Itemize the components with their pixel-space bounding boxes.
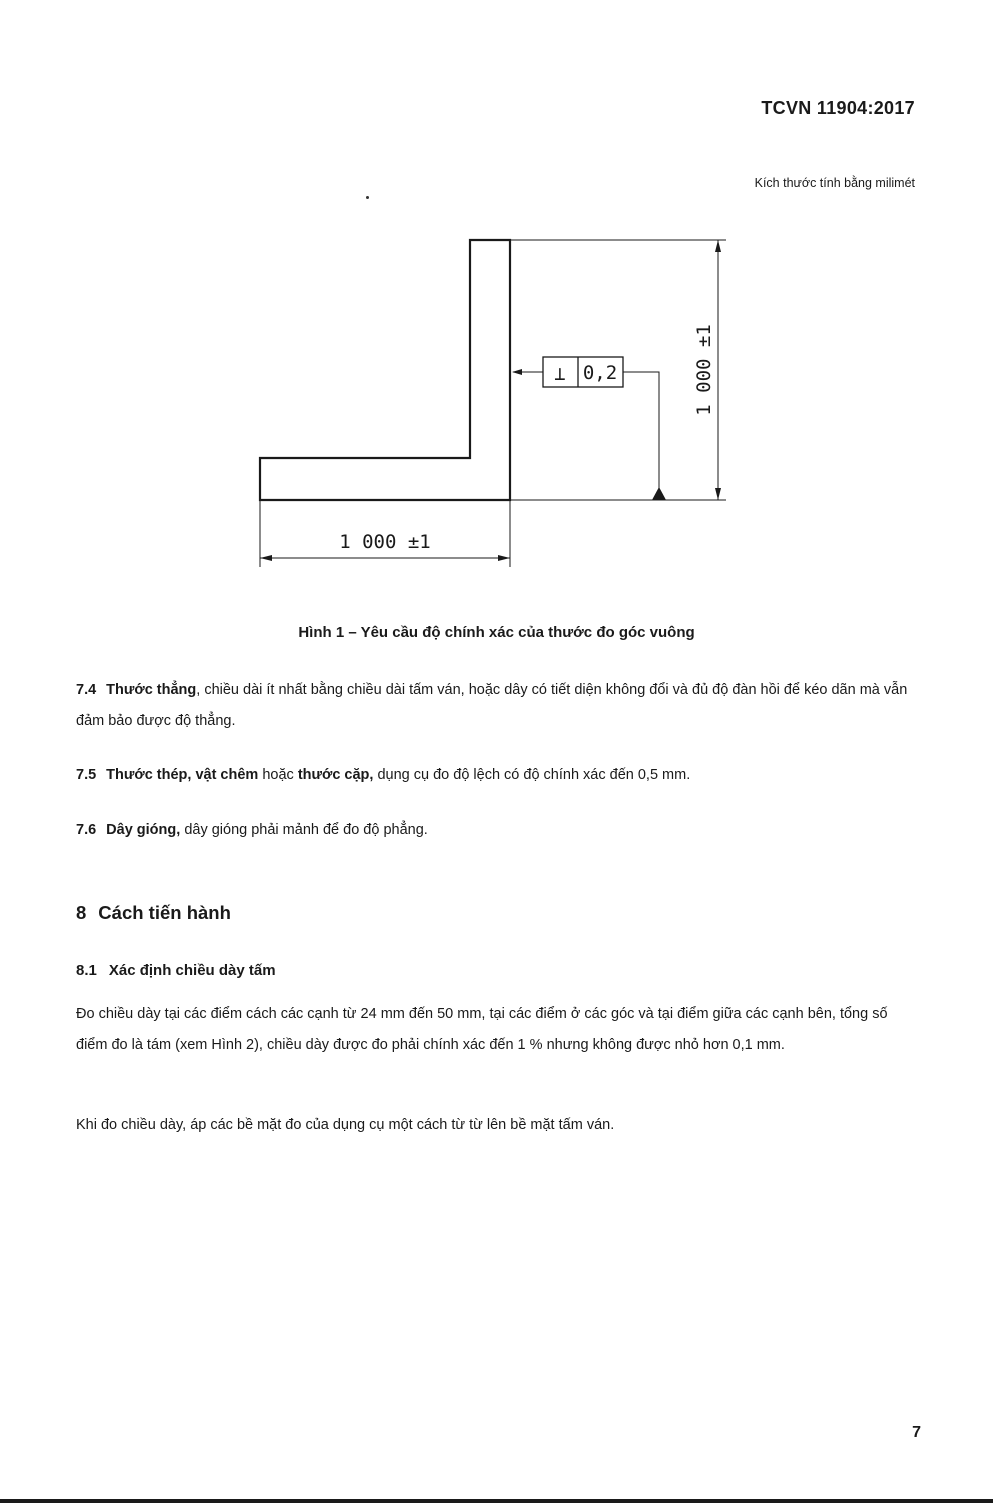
paragraph-8-1-measurement-points: Đo chiều dày tại các điểm cách các cạnh từ 24 mm đến 50 mm, tại các điểm ở các góc và tại điểm giữa các cạnh bên, tổng số điểm đo là tám (xem Hình 2), chiều dày được đo phải chính xác đến 1 % nhưng không được nhỏ hơn 0,1 mm.	[76, 1006, 888, 1053]
page-number: 7	[912, 1424, 921, 1441]
section-text: , chiều dài ít nhất bằng chiều dài tấm ván, hoặc dây có tiết diện không đổi và đủ độ đàn hồi để kéo dãn mà vẫn đảm bảo được độ thẳng.	[76, 682, 908, 729]
section-7-6	[76, 815, 918, 846]
square-outline	[260, 240, 510, 500]
heading-section-8-1	[76, 962, 276, 979]
heading-title: Cách tiến hành	[98, 902, 231, 923]
heading-section-8	[76, 902, 231, 924]
dim-arrow-right	[498, 555, 510, 561]
dim-arrow-top	[715, 240, 721, 252]
term-bold: thước cặp,	[297, 767, 374, 783]
dim-arrow-left	[260, 555, 272, 561]
term-bold: Thước thẳng	[106, 682, 197, 698]
section-number: 7.5	[76, 767, 97, 783]
units-note: Kích thước tính bằng milimét	[754, 176, 915, 190]
section-number: 7.4	[76, 682, 97, 698]
figure-1-square-diagram	[240, 225, 740, 585]
dim-arrow-bottom	[715, 488, 721, 500]
section-text: dây gióng phải mảnh để đo độ phẳng.	[180, 822, 428, 838]
section-number: 7.6	[76, 822, 97, 838]
term-bold: Thước thép, vật chêm	[106, 767, 259, 783]
scan-speck	[366, 196, 369, 199]
term-bold: Dây gióng,	[106, 822, 181, 838]
figure-1-caption: Hình 1 – Yêu cầu độ chính xác của thước đo góc vuông	[298, 624, 695, 641]
datum-leader-line	[623, 372, 659, 489]
dimension-horizontal-label: 1 000 ±1	[339, 531, 431, 553]
tolerance-value: 0,2	[582, 362, 618, 384]
dimension-vertical-label: 1 000 ±1	[693, 324, 715, 416]
page-bottom-edge	[0, 1499, 993, 1503]
leader-arrow	[512, 369, 522, 375]
connector-text: hoặc	[258, 767, 298, 783]
heading-number: 8.1	[76, 962, 97, 979]
section-text: dụng cụ đo độ lệch có độ chính xác đến 0,5 mm.	[373, 767, 691, 783]
heading-title: Xác định chiều dày tấm	[108, 962, 276, 979]
document-code: TCVN 11904:2017	[761, 98, 915, 118]
section-7-5	[76, 760, 918, 791]
section-7-4	[76, 675, 918, 737]
heading-number: 8	[76, 902, 87, 923]
datum-triangle	[652, 487, 666, 500]
perpendicularity-symbol: ⊥	[554, 363, 566, 385]
paragraph-8-1-procedure: Khi đo chiều dày, áp các bề mặt đo của dụng cụ một cách từ từ lên bề mặt tấm ván.	[76, 1117, 615, 1133]
figure-1-svg	[240, 225, 740, 585]
